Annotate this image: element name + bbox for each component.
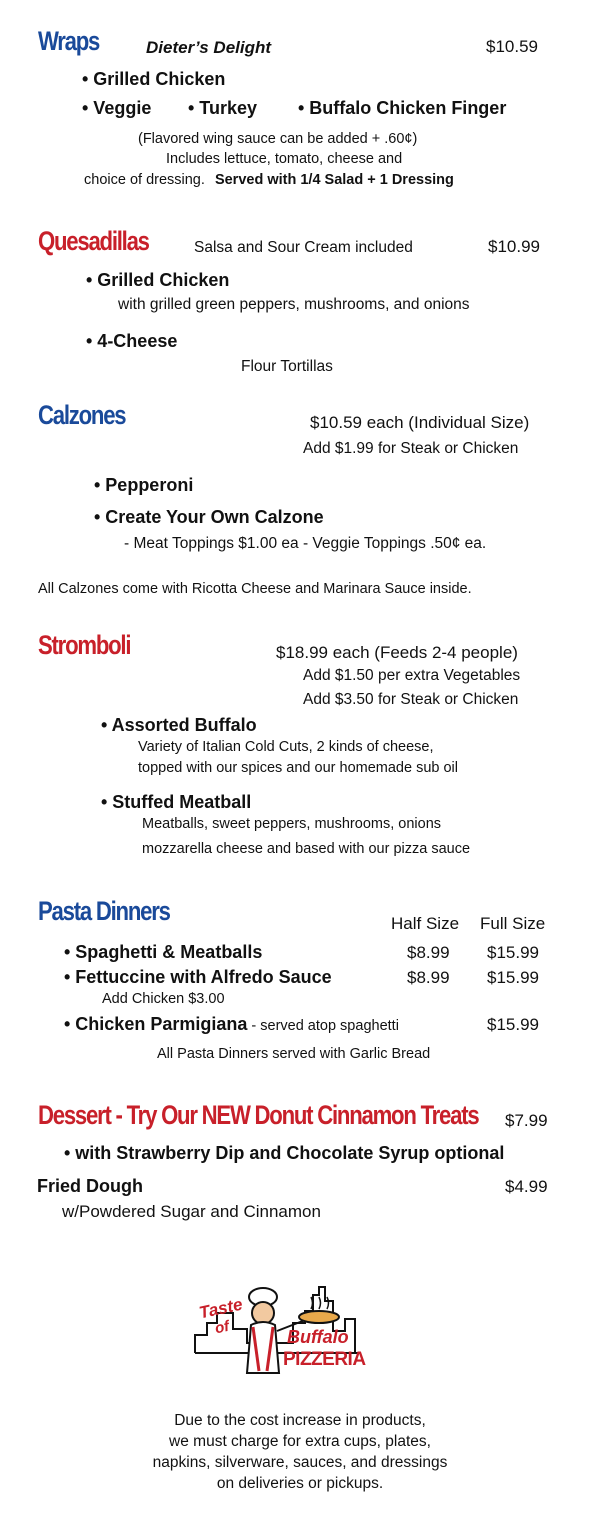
- footer-line-3: napkins, silverware, sauces, and dressings: [152, 1454, 448, 1471]
- wraps-price: $10.59: [486, 37, 538, 56]
- pasta-col-half: Half Size: [391, 914, 460, 933]
- stromboli-item-stuffed-meatball: • Stuffed Meatball: [101, 792, 252, 812]
- dessert-item-fried-dough-price: $4.99: [505, 1177, 548, 1196]
- stromboli-item-stuffed-meatball-desc2: mozzarella cheese and based with our pizza sauce: [142, 841, 471, 857]
- pasta-item-spaghetti-full: $15.99: [487, 943, 539, 962]
- dessert-item-fried-dough: Fried Dough: [37, 1176, 143, 1196]
- pasta-add-chicken: Add Chicken $3.00: [102, 991, 225, 1007]
- calzones-heading: Calzones: [38, 400, 126, 430]
- quesadillas-item-4-cheese: • 4-Cheese: [86, 331, 178, 351]
- wraps-item-turkey: • Turkey: [188, 98, 257, 118]
- logo-text-pizzeria: PIZZERIA: [283, 1349, 366, 1370]
- stromboli-price: $18.99 each (Feeds 2-4 people): [276, 643, 518, 662]
- wraps-heading: Wraps: [38, 26, 100, 56]
- quesadillas-note-tortillas: Flour Tortillas: [241, 358, 333, 375]
- pasta-item-fettuccine-full: $15.99: [487, 968, 539, 987]
- wraps-note-includes: Includes lettuce, tomato, cheese and: [166, 151, 403, 167]
- dessert-price: $7.99: [505, 1111, 548, 1130]
- quesadillas-price: $10.99: [488, 237, 540, 256]
- logo-text-taste: Taste: [197, 1294, 245, 1323]
- pasta-item-chicken-parmigiana-full: $15.99: [487, 1015, 539, 1034]
- pasta-item-spaghetti-half: $8.99: [407, 943, 450, 962]
- calzones-toppings: - Meat Toppings $1.00 ea - Veggie Toppings .50¢ ea.: [124, 535, 487, 552]
- calzones-note: All Calzones come with Ricotta Cheese and Marinara Sauce inside.: [38, 581, 472, 597]
- stromboli-item-assorted-buffalo: • Assorted Buffalo: [101, 715, 257, 735]
- wraps-note-dressing-text: choice of dressing.: [84, 172, 205, 188]
- footer-line-1: Due to the cost increase in products,: [174, 1412, 426, 1429]
- quesadillas-item-grilled-chicken: • Grilled Chicken: [86, 270, 230, 290]
- footer-line-2: we must charge for extra cups, plates,: [169, 1433, 431, 1450]
- stromboli-item-stuffed-meatball-desc1: Meatballs, sweet peppers, mushrooms, onions: [142, 816, 442, 832]
- stromboli-price-note-steak: Add $3.50 for Steak or Chicken: [303, 691, 519, 708]
- pasta-note: All Pasta Dinners served with Garlic Bread: [157, 1046, 431, 1062]
- calzones-item-pepperoni: • Pepperoni: [94, 475, 194, 495]
- wraps-item-buffalo-chicken-finger: • Buffalo Chicken Finger: [298, 98, 507, 118]
- pasta-heading: Pasta Dinners: [38, 896, 170, 926]
- stromboli-item-assorted-buffalo-desc2: topped with our spices and our homemade sub oil: [138, 760, 458, 776]
- wraps-note-dressing: [84, 172, 454, 188]
- pasta-item-fettuccine: • Fettuccine with Alfredo Sauce: [64, 967, 332, 987]
- wraps-note-served: Served with 1/4 Salad + 1 Dressing: [214, 172, 454, 188]
- quesadillas-subtitle: Salsa and Sour Cream included: [194, 239, 413, 256]
- pasta-item-chicken-parmigiana: [64, 1014, 399, 1035]
- wraps-item-grilled-chicken: • Grilled Chicken: [82, 69, 226, 89]
- pasta-item-chicken-parmigiana-name: • Chicken Parmigiana: [64, 1014, 248, 1034]
- wraps-dieters-delight: Dieter’s Delight: [146, 38, 272, 57]
- footer-line-4: on deliveries or pickups.: [216, 1475, 384, 1492]
- calzones-item-create-your-own: • Create Your Own Calzone: [94, 507, 324, 527]
- dessert-item-fried-dough-desc: w/Powdered Sugar and Cinnamon: [62, 1202, 321, 1221]
- dessert-heading-subtitle: - Try Our NEW Donut Cinnamon Treats: [110, 1100, 479, 1130]
- dessert-heading-title: Dessert: [38, 1100, 111, 1130]
- pasta-item-chicken-parmigiana-desc: - served atop spaghetti: [247, 1018, 399, 1034]
- stromboli-heading: Stromboli: [38, 630, 131, 660]
- dessert-heading: [38, 1100, 478, 1131]
- taste-of-buffalo-pizzeria-logo: [193, 1283, 366, 1388]
- stromboli-price-note-vegetables: Add $1.50 per extra Vegetables: [303, 667, 521, 684]
- quesadillas-item-grilled-chicken-desc: with grilled green peppers, mushrooms, and onions: [118, 296, 470, 313]
- logo-text-of: of: [213, 1317, 231, 1338]
- pasta-item-spaghetti: • Spaghetti & Meatballs: [64, 942, 263, 962]
- stromboli-item-assorted-buffalo-desc1: Variety of Italian Cold Cuts, 2 kinds of cheese,: [138, 739, 434, 755]
- dessert-item-strawberry-dip: • with Strawberry Dip and Chocolate Syrup optional: [64, 1143, 505, 1163]
- calzones-price: $10.59 each (Individual Size): [310, 413, 530, 432]
- calzones-price-note: Add $1.99 for Steak or Chicken: [303, 440, 519, 457]
- pasta-col-full: Full Size: [480, 914, 546, 933]
- quesadillas-heading: Quesadillas: [38, 226, 149, 256]
- wraps-note-sauce: (Flavored wing sauce can be added + .60¢): [138, 131, 418, 147]
- logo-text-buffalo: Buffalo: [287, 1327, 349, 1347]
- wraps-item-veggie: • Veggie: [82, 98, 152, 118]
- pasta-item-fettuccine-half: $8.99: [407, 968, 450, 987]
